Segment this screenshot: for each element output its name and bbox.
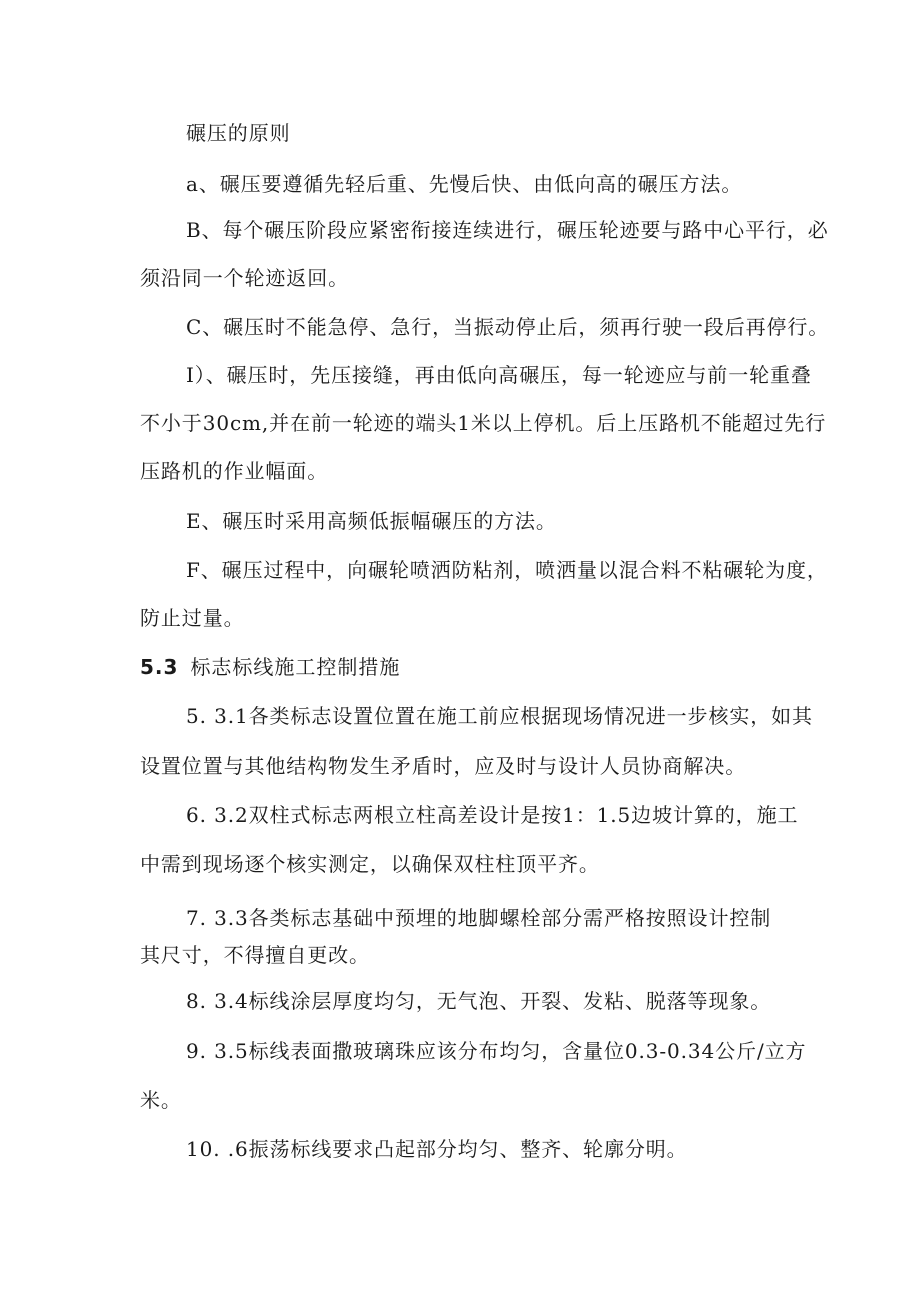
- paragraph-line: 9. 3.5标线表面撒玻璃珠应该分布均匀，含量位0.3-0.34公斤/立方: [186, 1039, 807, 1063]
- paragraph-line: 须沿同一个轮迹返回。: [140, 266, 349, 290]
- paragraph-line: 防止过量。: [140, 606, 245, 630]
- section-title: 标志标线施工控制措施: [190, 655, 401, 679]
- paragraph-line: C、碾压时不能急停、急行，当振动停止后，须再行驶一段后再停行。: [186, 315, 830, 339]
- paragraph-line: E、碾压时采用高频低振幅碾压的方法。: [186, 509, 557, 533]
- paragraph-line: 其尺寸，不得擅自更改。: [140, 943, 370, 967]
- paragraph-line: I）、碾压时，先压接缝，再由低向高碾压，每一轮迹应与前一轮重叠: [186, 363, 812, 387]
- paragraph-line: 5. 3.1各类标志设置位置在施工前应根据现场情况进一步核实，如其: [186, 704, 813, 728]
- section-heading: [140, 653, 400, 681]
- paragraph-line: 米。: [140, 1088, 182, 1112]
- paragraph-line: 8. 3.4标线涂层厚度均匀，无气泡、开裂、发粘、脱落等现象。: [186, 989, 772, 1013]
- paragraph-line: 10. .6振荡标线要求凸起部分均匀、整齐、轮廓分明。: [186, 1137, 688, 1161]
- section-number: 5.3: [140, 655, 179, 679]
- paragraph-line: a、碾压要遵循先轻后重、先慢后快、由低向高的碾压方法。: [186, 172, 743, 196]
- paragraph-line: 7. 3.3各类标志基础中预埋的地脚螺栓部分需严格按照设计控制: [186, 906, 772, 930]
- paragraph-line: 设置位置与其他结构物发生矛盾时，应及时与设计人员协商解决。: [140, 754, 747, 778]
- paragraph-line: F、碾压过程中，向碾轮喷洒防粘剂，喷洒量以混合料不粘碾轮为度，: [186, 558, 828, 582]
- paragraph-line: 不小于30cm,并在前一轮迹的端头1米以上停机。后上压路机不能超过先行: [140, 411, 827, 435]
- paragraph-line: 6. 3.2双柱式标志两根立柱高差设计是按1：1.5边坡计算的，施工: [186, 803, 799, 827]
- paragraph-line: 中需到现场逐个核实测定，以确保双柱柱顶平齐。: [140, 852, 600, 876]
- paragraph-line: B、每个碾压阶段应紧密衔接连续进行，碾压轮迹要与路中心平行，必: [186, 218, 829, 242]
- paragraph-line: 压路机的作业幅面。: [140, 459, 329, 483]
- paragraph-line: 碾压的原则: [186, 121, 291, 145]
